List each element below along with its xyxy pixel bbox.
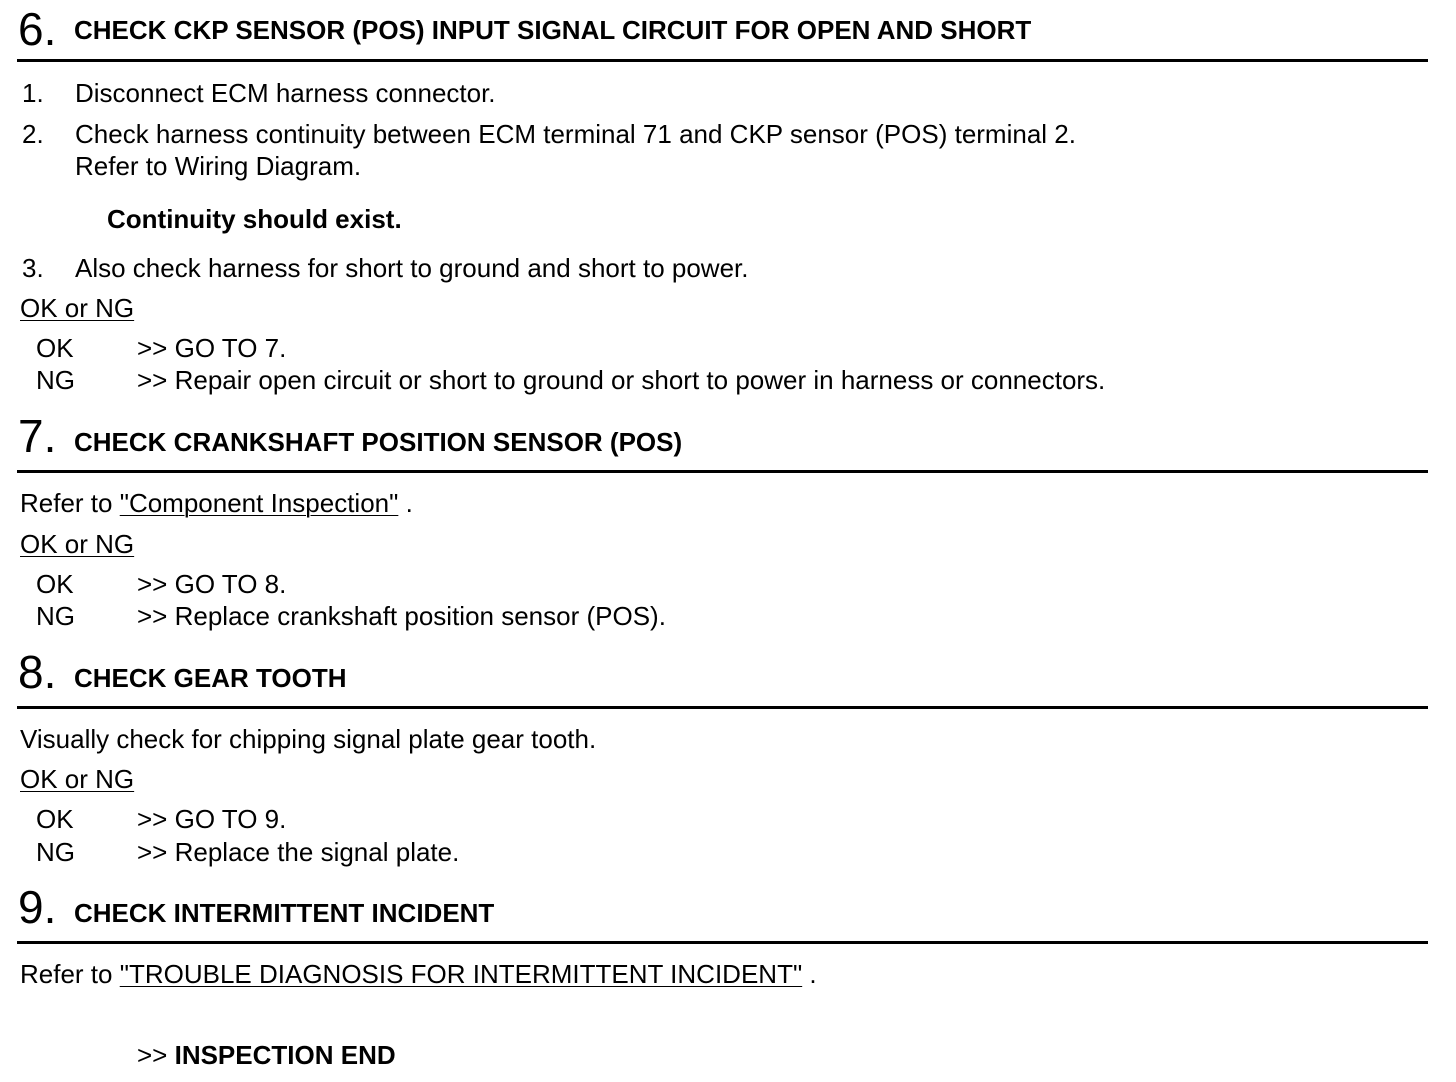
end-prefix: >> [137, 1040, 175, 1070]
step-title: CHECK CRANKSHAFT POSITION SENSOR (POS) [74, 427, 683, 457]
divider [17, 470, 1428, 473]
ok-action: >> GO TO 7. [137, 333, 287, 363]
ok-label: OK [36, 333, 74, 363]
step-title: CHECK GEAR TOOTH [74, 663, 347, 693]
intermittent-incident-link[interactable]: "TROUBLE DIAGNOSIS FOR INTERMITTENT INCIDENT" [119, 959, 803, 989]
ok-label: OK [36, 804, 74, 834]
divider [17, 59, 1428, 62]
inspection-end [137, 1042, 396, 1068]
component-inspection-link[interactable]: "Component Inspection" [119, 488, 399, 518]
step-number: 8. [18, 646, 57, 698]
ok-action: >> GO TO 8. [137, 569, 287, 599]
divider [17, 706, 1428, 709]
refer-prefix: Refer to [20, 488, 120, 518]
ng-action: >> Repair open circuit or short to ground or short to power in harness or connectors. [137, 365, 1106, 395]
ok-ng-label: OK or NG [20, 529, 135, 559]
list-item-text: Check harness continuity between ECM terminal 71 and CKP sensor (POS) terminal 2. [75, 119, 1076, 149]
end-text: INSPECTION END [174, 1040, 396, 1070]
list-item-text: Also check harness for short to ground and short to power. [75, 253, 749, 283]
step-number: 7. [18, 410, 57, 462]
divider [17, 941, 1428, 944]
step-number: 6. [18, 3, 57, 55]
ng-action: >> Replace the signal plate. [137, 837, 460, 867]
ng-action: >> Replace crankshaft position sensor (POS). [137, 601, 666, 631]
refer-line [20, 490, 413, 516]
ng-label: NG [36, 365, 75, 395]
ok-ng-label: OK or NG [20, 293, 135, 323]
step-title: CHECK INTERMITTENT INCIDENT [74, 898, 495, 928]
refer-suffix: . [802, 959, 817, 989]
ng-label: NG [36, 837, 75, 867]
ok-action: >> GO TO 9. [137, 804, 287, 834]
refer-prefix: Refer to [20, 959, 120, 989]
list-item-text: Refer to Wiring Diagram. [75, 151, 362, 181]
list-item-number: 3. [22, 253, 44, 283]
refer-suffix: . [398, 488, 413, 518]
list-item-number: 1. [22, 78, 44, 108]
ok-ng-label: OK or NG [20, 764, 135, 794]
spec-note: Continuity should exist. [107, 204, 402, 234]
refer-line [20, 961, 817, 987]
ng-label: NG [36, 601, 75, 631]
ok-label: OK [36, 569, 74, 599]
step-body-text: Visually check for chipping signal plate gear tooth. [20, 724, 597, 754]
step-title: CHECK CKP SENSOR (POS) INPUT SIGNAL CIRCUIT FOR OPEN AND SHORT [74, 15, 1032, 45]
list-item-number: 2. [22, 119, 44, 149]
step-number: 9. [18, 881, 57, 933]
list-item-text: Disconnect ECM harness connector. [75, 78, 496, 108]
